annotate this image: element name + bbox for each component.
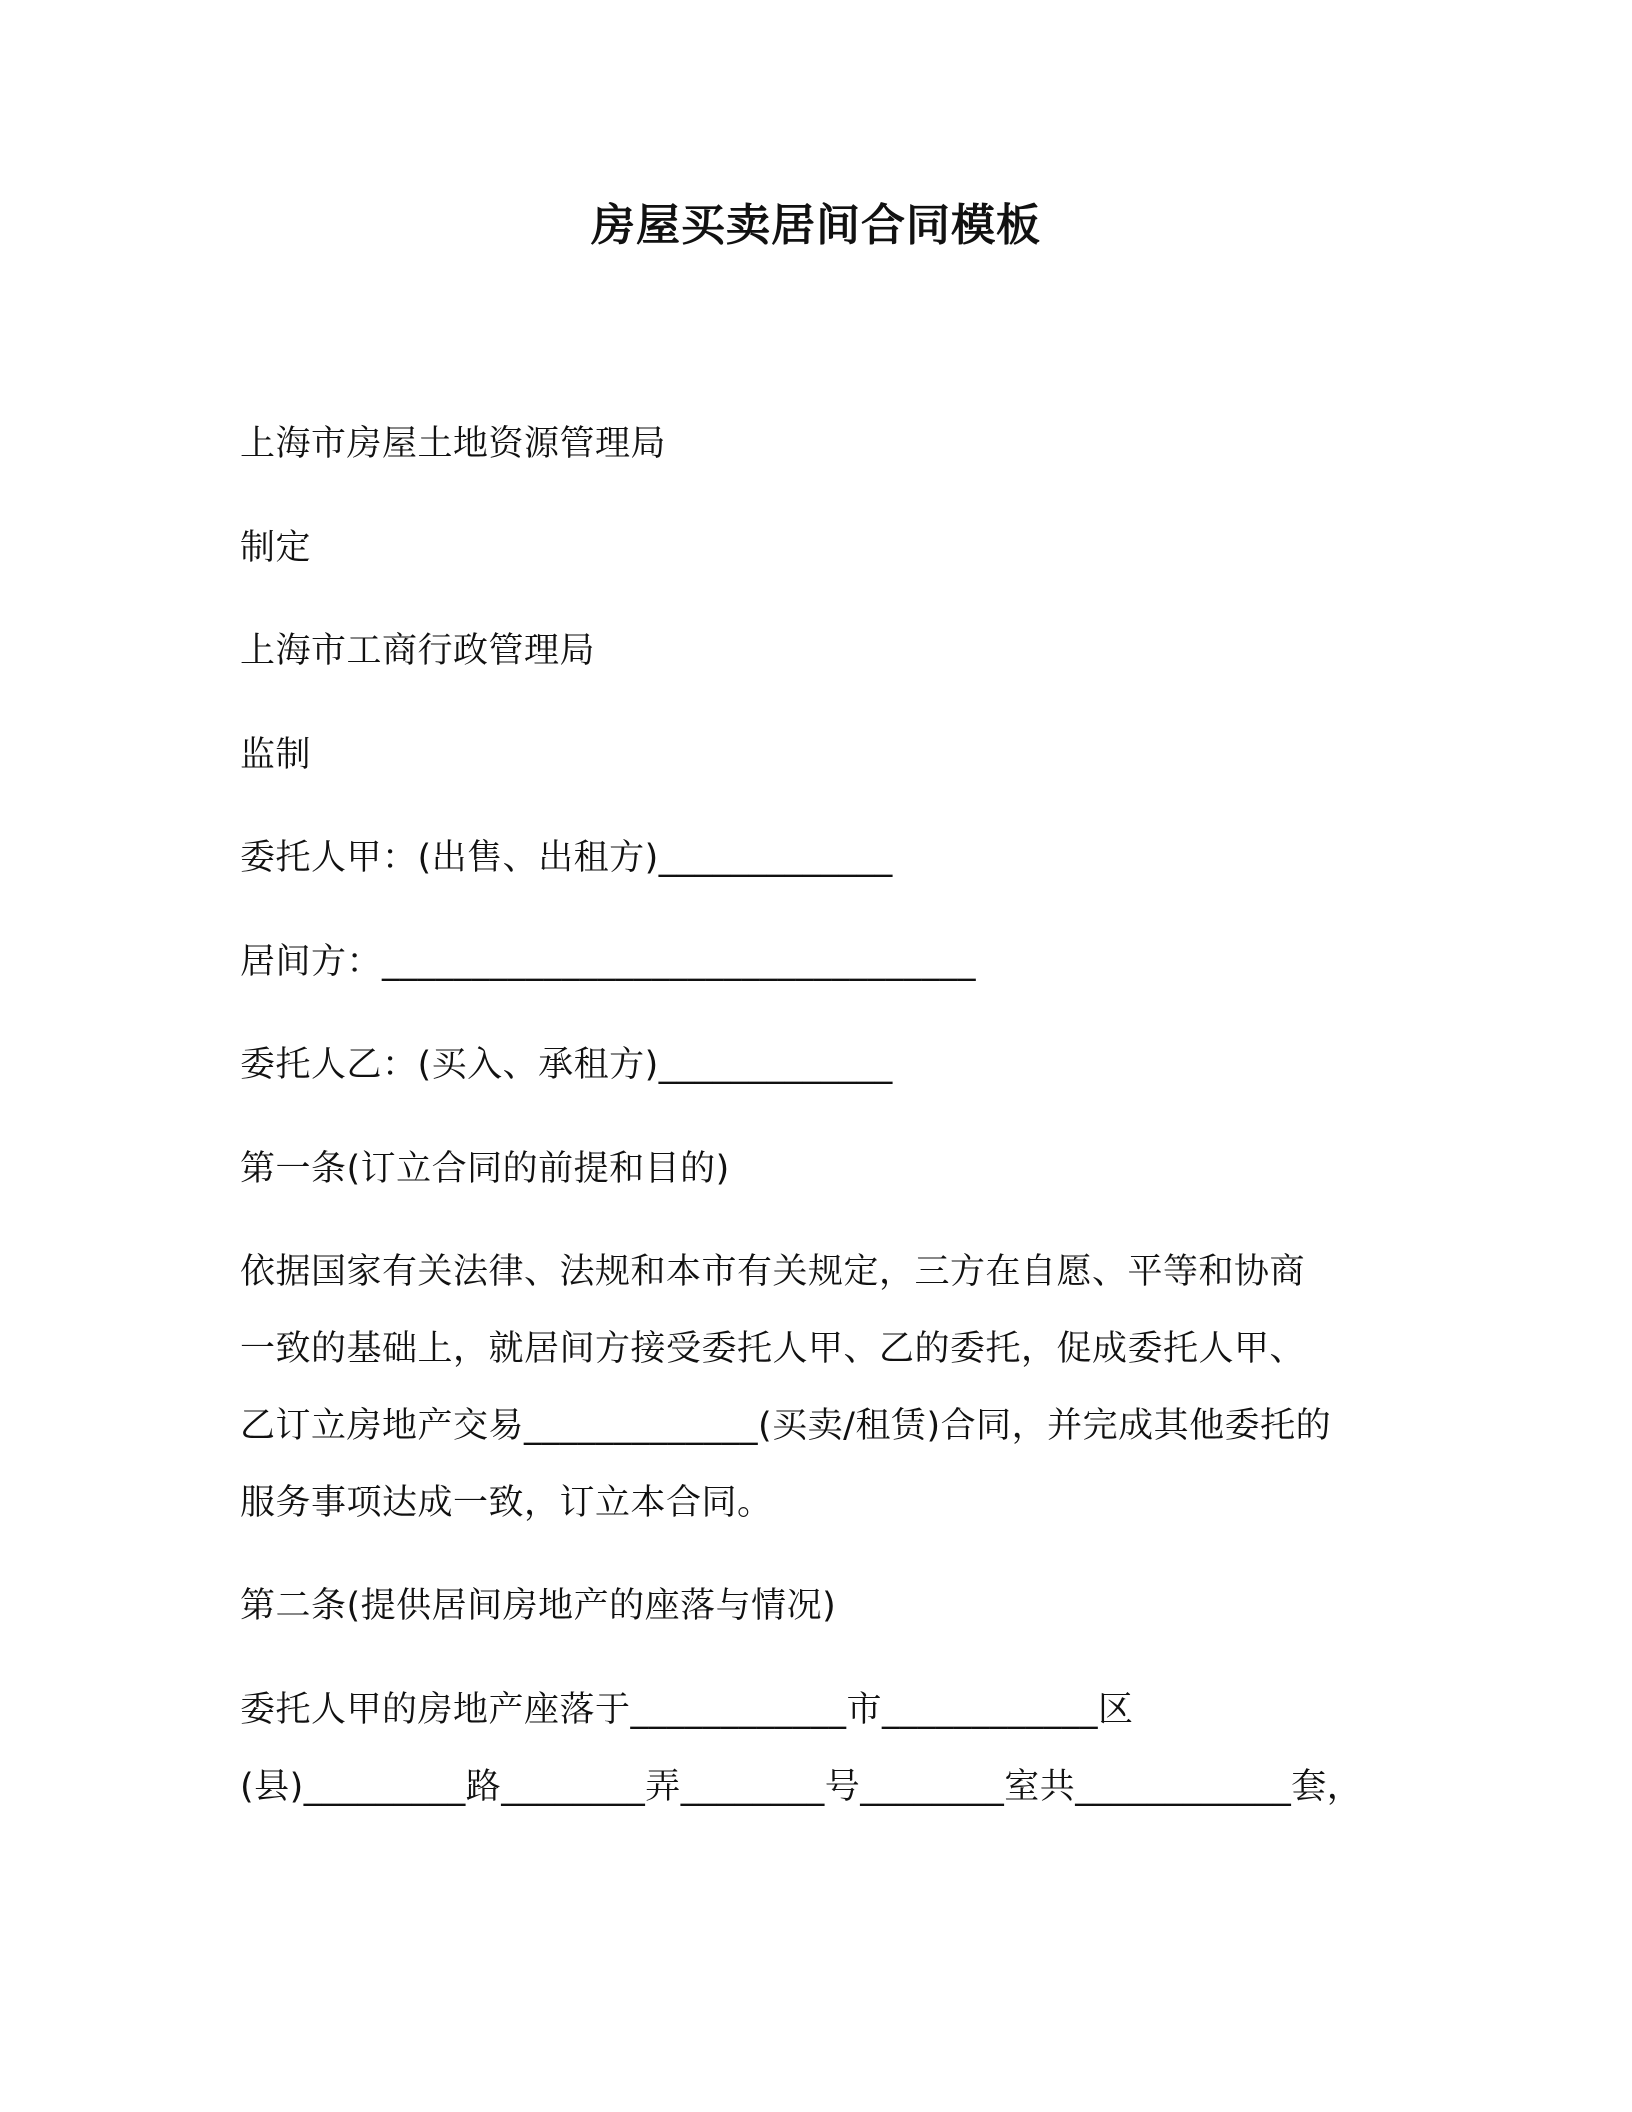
party-b-line: 委托人乙：(买入、承租方)_____________ [240,1045,893,1085]
document-title: 房屋买卖居间合同模板 [591,200,1041,251]
broker-line: 居间方：_________________________________ [240,942,977,982]
article-1-text-line: 服务事项达成一致，订立本合同。 [240,1483,773,1523]
issuer-bureau-line: 上海市房屋土地资源管理局 [240,424,667,464]
article-2-text-line: (县)_________路________弄________号________室共____________套， [240,1767,1363,1807]
supervised-label: 监制 [240,735,312,775]
formulated-label: 制定 [240,528,312,568]
article-1-text-line: 一致的基础上，就居间方接受委托人甲、乙的委托，促成委托人甲、 [240,1329,1306,1369]
supervisor-bureau-line: 上海市工商行政管理局 [240,631,596,671]
article-1-text-line: 依据国家有关法律、法规和本市有关规定，三方在自愿、平等和协商 [240,1252,1306,1292]
article-1-heading: 第一条(订立合同的前提和目的) [240,1149,730,1189]
party-a-line: 委托人甲：(出售、出租方)_____________ [240,838,893,878]
article-1-text-line: 乙订立房地产交易_____________(买卖/租赁)合同，并完成其他委托的 [240,1406,1332,1446]
article-2-text-line: 委托人甲的房地产座落于____________市____________区 [240,1690,1134,1730]
article-2-heading: 第二条(提供居间房地产的座落与情况) [240,1586,837,1626]
